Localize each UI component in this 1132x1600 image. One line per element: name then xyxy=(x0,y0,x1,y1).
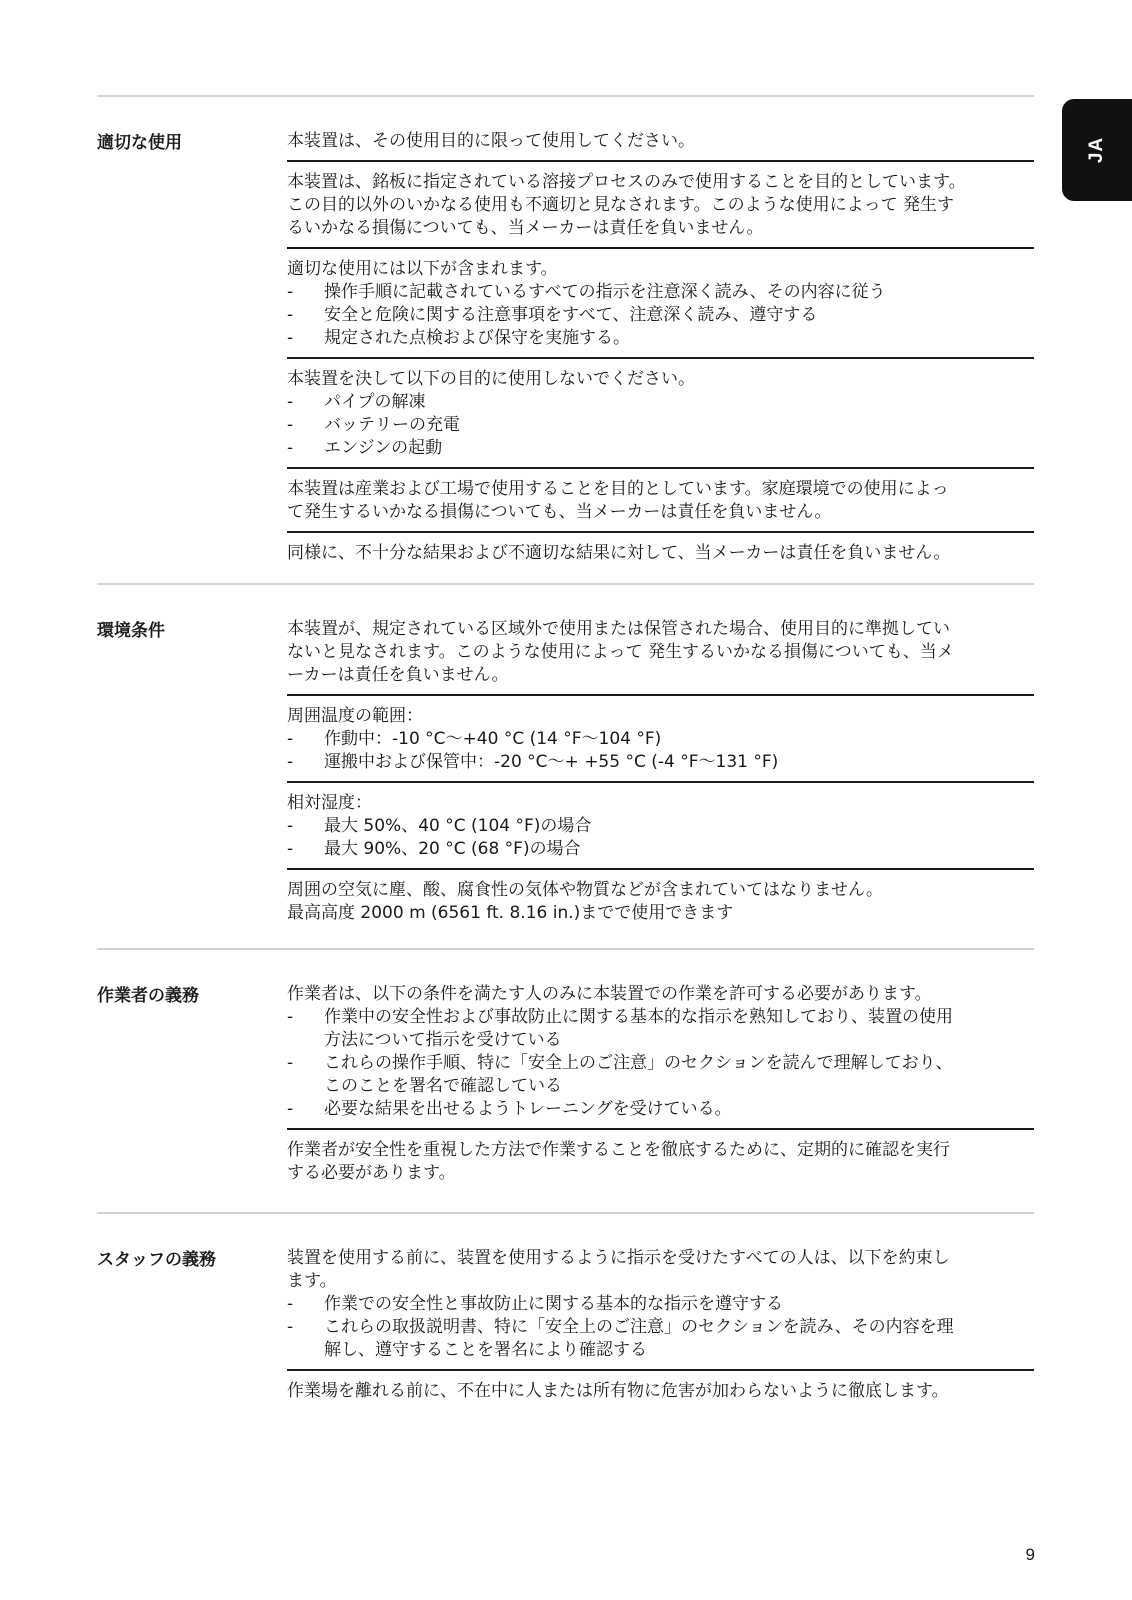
paragraph-line: 装置を使用する前に、装置を使用するように指示を受けたすべての人は、以下を約束し xyxy=(287,1248,950,1268)
bullet-dash: - xyxy=(287,752,294,772)
bullet-dash: - xyxy=(287,839,294,859)
section-body xyxy=(287,618,1034,925)
text-block xyxy=(287,618,1034,696)
paragraph-line: 同様に、不十分な結果および不適切な結果に対して、当メーカーは責任を負いません。 xyxy=(287,543,951,563)
paragraph-line: 作業者は、以下の条件を満たす人のみに本装置での作業を許可する必要があります。 xyxy=(287,984,932,1004)
bullet-dash: - xyxy=(287,438,294,458)
section-title: スタッフの義務 xyxy=(97,1250,216,1270)
bullet-item xyxy=(287,1098,1034,1121)
bullet-line: これらの取扱説明書、特に「安全上のご注意」のセクションを読み、その内容を理 xyxy=(324,1317,954,1337)
bullet-line: 最大 50%、40 °C (104 °F)の場合 xyxy=(324,816,592,836)
paragraph-line: 本装置は、その使用目的に限って使用してください。 xyxy=(287,131,695,151)
bullet-text xyxy=(324,1316,1034,1362)
paragraph-line: 最高高度 2000 m (6561 ft. 8.16 in.)までで使用できます xyxy=(287,903,734,923)
text-block xyxy=(287,1380,1034,1403)
bullet-item xyxy=(287,1052,1034,1098)
paragraph-line: する必要があります。 xyxy=(287,1163,456,1183)
bullet-text xyxy=(324,1006,1034,1052)
bullet-dash: - xyxy=(287,1317,294,1337)
bullet-line: 方法について指示を受けている xyxy=(324,1030,562,1050)
bullet-line: 作動中：-10 °C〜+40 °C (14 °F〜104 °F) xyxy=(324,729,662,749)
section-environmental-conditions xyxy=(97,583,1034,950)
bullet-item xyxy=(287,1293,1034,1316)
text-block xyxy=(287,1247,1034,1371)
paragraph-line: ないと見なされます。このような使用によって 発生するいかなる損傷についても、当メ xyxy=(287,642,954,662)
bullet-line: パイプの解凍 xyxy=(324,392,426,412)
paragraph-line: 作業場を離れる前に、不在中に人または所有物に危害が加わらないように徹底します。 xyxy=(287,1381,949,1401)
section-body xyxy=(287,130,1034,565)
bullet-line: これらの操作手順、特に「安全上のご注意」のセクションを読んで理解しており、 xyxy=(324,1053,953,1073)
text-block xyxy=(287,705,1034,783)
bullet-item xyxy=(287,391,1034,414)
bullet-dash: - xyxy=(287,415,294,435)
bullet-item xyxy=(287,838,1034,861)
section-intended-use xyxy=(97,95,1034,585)
bullet-item xyxy=(287,414,1034,437)
language-tab xyxy=(1062,99,1132,201)
bullet-line: 規定された点検および保守を実施する。 xyxy=(324,328,630,348)
paragraph-line: 適切な使用には以下が含まれます。 xyxy=(287,259,558,279)
text-block xyxy=(287,792,1034,870)
paragraph-line: この目的以外のいかなる使用も不適切と見なされます。このような使用によって 発生す xyxy=(287,195,955,215)
bullet-item xyxy=(287,728,1034,751)
paragraph-line: 相対湿度： xyxy=(287,793,372,813)
bullet-text xyxy=(324,391,1034,414)
bullet-text xyxy=(324,437,1034,460)
section-body xyxy=(287,1247,1034,1403)
bullet-item xyxy=(287,327,1034,350)
text-block xyxy=(287,368,1034,469)
section-title: 環境条件 xyxy=(97,621,165,641)
bullet-item xyxy=(287,304,1034,327)
bullet-dash: - xyxy=(287,1294,294,1314)
paragraph-line: 本装置は産業および工場で使用することを目的としています。家庭環境での使用によっ xyxy=(287,479,949,499)
bullet-line: 運搬中および保管中：-20 °C〜+ +55 °C (-4 °F〜131 °F) xyxy=(324,752,779,772)
text-block xyxy=(287,478,1034,533)
paragraph-line: 周囲の空気に塵、酸、腐食性の気体や物質などが含まれていてはなりません。 xyxy=(287,880,884,900)
bullet-item xyxy=(287,437,1034,460)
paragraph-line: ーカーは責任を負いません。 xyxy=(287,665,509,685)
section-body xyxy=(287,983,1034,1185)
paragraph-line: 本装置を決して以下の目的に使用しないでください。 xyxy=(287,369,695,389)
paragraph-line: 作業者が安全性を重視した方法で作業することを徹底するために、定期的に確認を実行 xyxy=(287,1140,950,1160)
paragraph-line: 周囲温度の範囲： xyxy=(287,706,423,726)
bullet-dash: - xyxy=(287,305,294,325)
section-operator-obligations xyxy=(97,948,1034,1214)
bullet-text xyxy=(324,815,1034,838)
bullet-dash: - xyxy=(287,1099,294,1119)
page-number: 9 xyxy=(1025,1545,1035,1564)
section-staff-obligations xyxy=(97,1212,1034,1434)
bullet-dash: - xyxy=(287,1053,294,1073)
bullet-item xyxy=(287,751,1034,774)
paragraph-line: て発生するいかなる損傷についても、当メーカーは責任を負いません。 xyxy=(287,502,832,522)
bullet-text xyxy=(324,1098,1034,1121)
text-block xyxy=(287,542,1034,565)
bullet-line: 操作手順に記載されているすべての指示を注意深く読み、その内容に従う xyxy=(324,282,886,302)
bullet-line: このことを署名で確認している xyxy=(324,1076,562,1096)
paragraph-line: ます。 xyxy=(287,1271,337,1291)
text-block xyxy=(287,879,1034,925)
bullet-line: 作業での安全性と事故防止に関する基本的な指示を遵守する xyxy=(324,1294,783,1314)
bullet-text xyxy=(324,751,1034,774)
bullet-dash: - xyxy=(287,816,294,836)
bullet-line: 解し、遵守することを署名により確認する xyxy=(324,1340,647,1360)
bullet-item xyxy=(287,1006,1034,1052)
bullet-line: バッテリーの充電 xyxy=(324,415,460,435)
paragraph-line: 本装置が、規定されている区域外で使用または保管された場合、使用目的に準拠してい xyxy=(287,619,950,639)
text-block xyxy=(287,983,1034,1130)
bullet-dash: - xyxy=(287,1007,294,1027)
section-title: 作業者の義務 xyxy=(97,986,199,1006)
bullet-text xyxy=(324,1293,1034,1316)
bullet-text xyxy=(324,414,1034,437)
section-title: 適切な使用 xyxy=(97,133,182,153)
language-label: JA xyxy=(1086,136,1107,164)
bullet-dash: - xyxy=(287,392,294,412)
text-block xyxy=(287,130,1034,162)
bullet-text xyxy=(324,304,1034,327)
bullet-text xyxy=(324,1052,1034,1098)
bullet-line: 最大 90%、20 °C (68 °F)の場合 xyxy=(324,839,581,859)
paragraph-line: るいかなる損傷についても、当メーカーは責任を負いません。 xyxy=(287,218,764,238)
bullet-line: 作業中の安全性および事故防止に関する基本的な指示を熟知しており、装置の使用 xyxy=(324,1007,953,1027)
bullet-dash: - xyxy=(287,282,294,302)
text-block xyxy=(287,1139,1034,1185)
bullet-text xyxy=(324,728,1034,751)
bullet-text xyxy=(324,327,1034,350)
bullet-dash: - xyxy=(287,328,294,348)
text-block xyxy=(287,258,1034,359)
bullet-line: 安全と危険に関する注意事項をすべて、注意深く読み、遵守する xyxy=(324,305,818,325)
bullet-text xyxy=(324,281,1034,304)
text-block xyxy=(287,171,1034,249)
bullet-text xyxy=(324,838,1034,861)
bullet-item xyxy=(287,815,1034,838)
bullet-dash: - xyxy=(287,729,294,749)
bullet-item xyxy=(287,1316,1034,1362)
bullet-line: 必要な結果を出せるようトレーニングを受けている。 xyxy=(324,1099,732,1119)
bullet-item xyxy=(287,281,1034,304)
paragraph-line: 本装置は、銘板に指定されている溶接プロセスのみで使用することを目的としています。 xyxy=(287,172,966,192)
bullet-line: エンジンの起動 xyxy=(324,438,443,458)
